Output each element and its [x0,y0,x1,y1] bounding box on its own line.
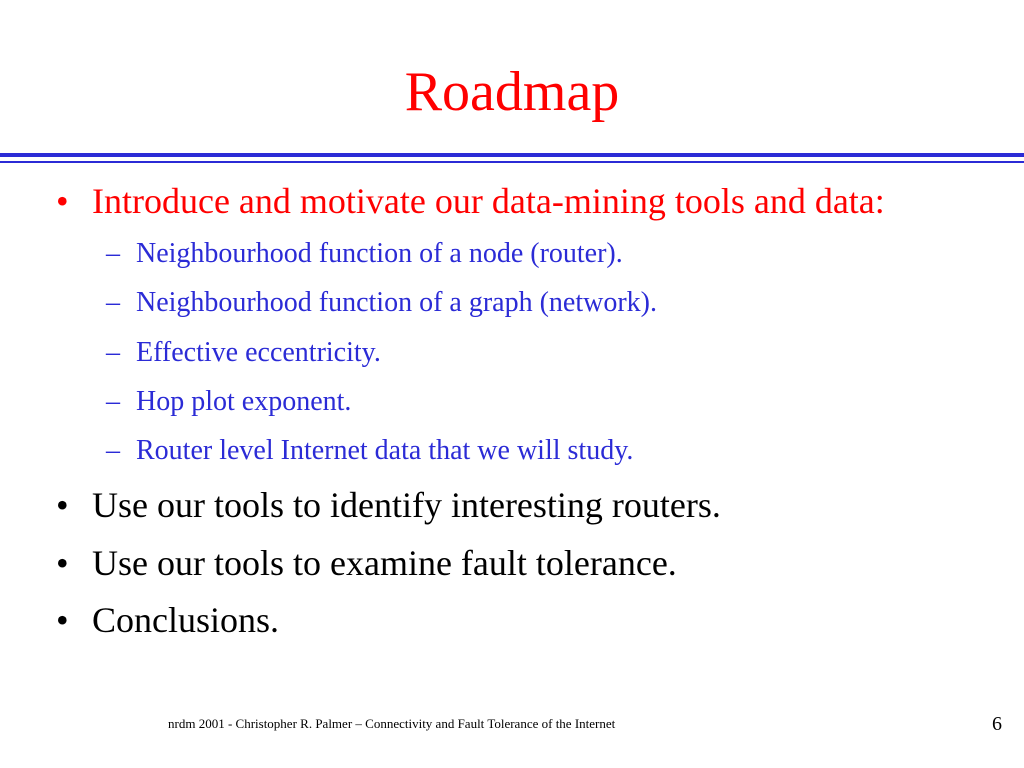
sub-bullet-text: Neighbourhood function of a graph (network). [136,287,657,318]
bullet-marker: • [56,181,69,221]
sub-bullet-marker: – [106,238,120,269]
page-number: 6 [992,713,1002,735]
bullet-marker: • [56,543,69,583]
slide-footer: nrdm 2001 - Christopher R. Palmer – Connectivity and Fault Tolerance of the Internet [168,716,616,731]
sub-bullet-marker: – [106,435,120,466]
slide-title: Roadmap [404,61,620,123]
sub-bullet-text: Effective eccentricity. [136,337,381,368]
bullet-text: Use our tools to identify interesting routers. [92,485,721,525]
sub-bullet-marker: – [106,287,120,318]
sub-bullet-text: Router level Internet data that we will study. [136,435,634,466]
bullet-marker: • [56,485,69,525]
sub-bullet-marker: – [106,337,120,368]
title-divider-thin [0,161,1024,163]
bullet-text: Conclusions. [92,600,280,640]
bullet-marker: • [56,600,69,640]
bullet-text: Introduce and motivate our data-mining tools and data: [92,181,885,221]
title-divider-thick [0,153,1024,157]
bullet-text: Use our tools to examine fault tolerance. [92,543,677,583]
sub-bullet-text: Neighbourhood function of a node (router). [136,238,623,269]
sub-bullet-marker: – [106,386,120,417]
sub-bullet-text: Hop plot exponent. [136,386,352,417]
